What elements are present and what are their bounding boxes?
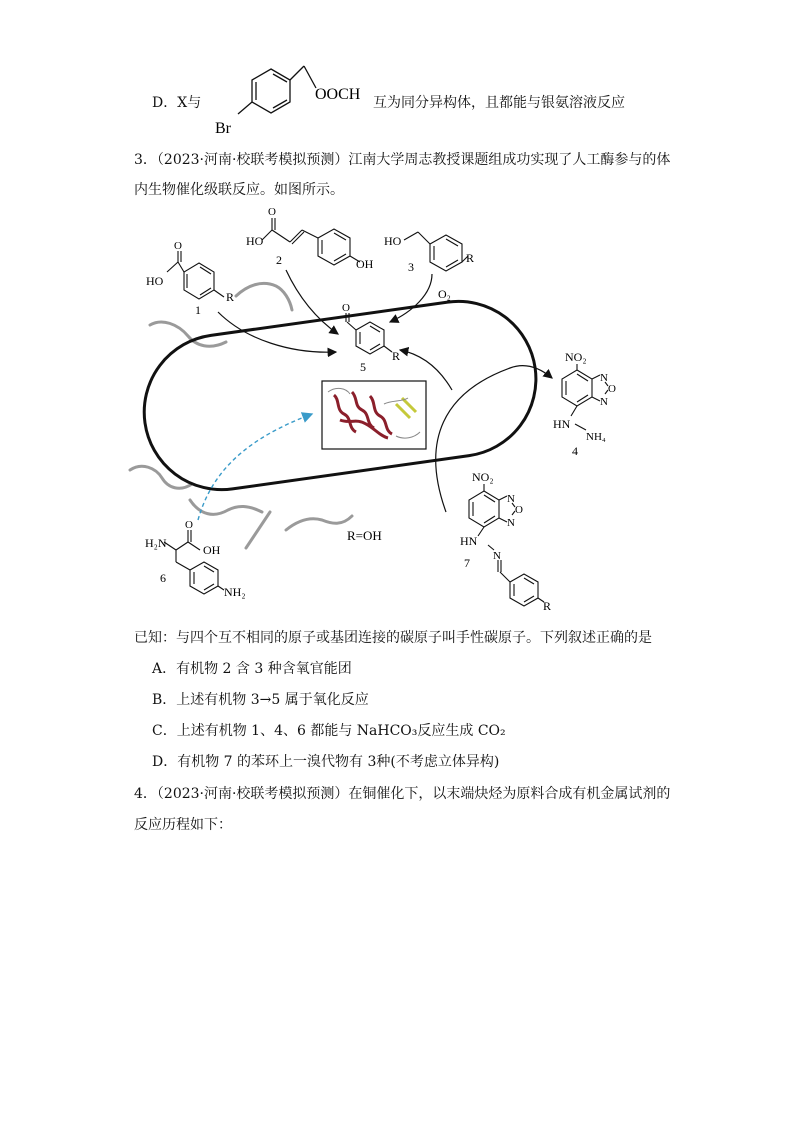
compound-3	[384, 232, 474, 274]
c2-ho: HO	[246, 234, 264, 248]
q2-option-d-prefix: D．X与	[152, 95, 202, 111]
c7-n-hydrazone: N	[493, 550, 501, 562]
q2-structure-br: Br	[215, 120, 231, 137]
c7-n-top: N	[507, 493, 515, 505]
q2-structure-group: OOCH	[315, 86, 361, 103]
c5-o: O	[342, 302, 350, 314]
c6-oh: OH	[203, 543, 221, 557]
c7-o: O	[515, 504, 523, 516]
c4-o: O	[608, 383, 616, 395]
q3-stem-line2: 内生物催化级联反应。如图所示。	[134, 182, 344, 198]
enzyme-protein-image	[322, 381, 426, 449]
c1-r: R	[226, 290, 235, 304]
c1-label: 1	[195, 303, 201, 317]
c4-n-bottom: N	[600, 396, 608, 408]
c1-o: O	[174, 240, 182, 252]
q3-option-b: B．上述有机物 3→5 属于氧化反应	[152, 692, 369, 708]
q3-option-a: A．有机物 2 含 3 种含氧官能团	[152, 661, 352, 677]
c6-label: 6	[160, 571, 166, 585]
q4-stem-line2: 反应历程如下：	[134, 817, 232, 833]
c5-label: 5	[360, 360, 366, 374]
compound-1	[146, 240, 234, 317]
c3-label: 3	[408, 260, 414, 274]
c7-no2: NO₂	[472, 470, 494, 484]
c7-n-bottom: N	[507, 517, 515, 529]
blue-dashed-arrow	[198, 414, 312, 520]
q3-known: 已知：与四个互不相同的原子或基团连接的碳原子叫手性碳原子。下列叙述正确的是	[134, 630, 652, 646]
c7-hn: HN	[460, 534, 478, 548]
c4-nh: NH₄	[586, 431, 606, 443]
q4-stem-line1: 4．（2023·河南·校联考模拟预测）在铜催化下，以末端炔烃为原料合成有机金属试剂的	[134, 786, 671, 802]
compound-7	[460, 470, 551, 613]
compound-4	[553, 350, 616, 458]
c4-label: 4	[572, 444, 578, 458]
c1-ho: HO	[146, 274, 164, 288]
c6-h2n: H₂N	[145, 536, 167, 550]
c6-nh2: NH₂	[224, 585, 246, 599]
c4-n-top: N	[600, 372, 608, 384]
q2-option-d-suffix: 互为同分异构体，且都能与银氨溶液反应	[373, 95, 625, 111]
c4-no2: NO₂	[565, 350, 587, 364]
c2-label: 2	[276, 253, 282, 267]
q3-stem-line1: 3．（2023·河南·校联考模拟预测）江南大学周志教授课题组成功实现了人工酶参与的体	[134, 152, 671, 168]
r-equals-oh: R=OH	[347, 528, 382, 543]
compound-6	[145, 519, 246, 599]
compound-2	[246, 206, 374, 271]
c7-r: R	[543, 599, 552, 613]
c2-o: O	[268, 206, 276, 218]
c2-oh: OH	[356, 257, 374, 271]
q3-option-d: D．有机物 7 的苯环上一溴代物有 3种(不考虑立体异构)	[152, 754, 500, 770]
c6-o: O	[185, 519, 193, 531]
c3-r: R	[466, 251, 475, 265]
membrane-squiggles	[130, 283, 352, 548]
o2-label: O₂	[438, 287, 451, 301]
c4-hn: HN	[553, 417, 571, 431]
c5-r: R	[392, 349, 401, 363]
c3-ho: HO	[384, 234, 402, 248]
c7-label: 7	[464, 556, 470, 570]
q3-option-c: C．上述有机物 1、4、6 都能与 NaHCO₃反应生成 CO₂	[152, 723, 506, 739]
